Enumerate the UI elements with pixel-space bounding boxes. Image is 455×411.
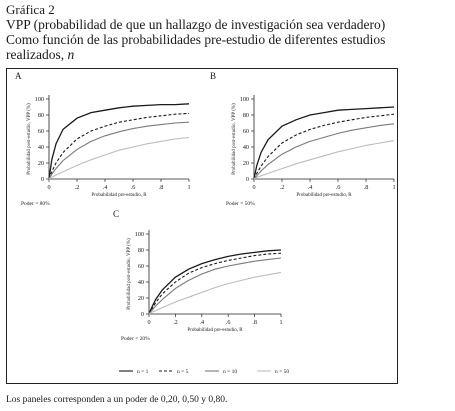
x-axis-label: Probabilidad pre-estudio, R	[187, 328, 243, 333]
x-tick-label: 1	[392, 184, 396, 191]
x-tick-label: .6	[225, 319, 231, 326]
panel-a	[15, 71, 191, 207]
y-tick-label: 60	[137, 263, 144, 271]
power-label: Poder = 20%	[121, 336, 150, 342]
x-tick-label: .4	[102, 184, 108, 191]
x-tick-label: 0	[252, 184, 256, 191]
x-tick-label: 0	[147, 319, 151, 326]
figure-frame	[6, 68, 398, 384]
figure-title-variable: n	[67, 47, 75, 62]
series-line-3	[149, 258, 281, 314]
figure-title-line-2: Como función de las probabilidades pre-estudio de diferentes estudios	[6, 32, 386, 47]
panel-b	[210, 71, 396, 207]
x-tick-label: .8	[158, 184, 164, 191]
y-tick-label: 20	[37, 160, 44, 168]
x-tick-label: .2	[279, 184, 285, 191]
x-tick-label: 1	[187, 184, 191, 191]
x-tick-label: .4	[199, 319, 205, 326]
y-tick-label: 40	[242, 144, 249, 152]
panel-letter: A	[15, 71, 22, 81]
x-tick-label: .4	[307, 184, 313, 191]
y-tick-label: 80	[242, 112, 249, 120]
series-line-2	[254, 114, 394, 179]
figure-title	[6, 17, 451, 62]
x-tick-label: .2	[173, 319, 178, 326]
figure-caption	[6, 2, 451, 62]
series-line-4	[149, 272, 281, 314]
y-axis-label: Probabilidad post-estudio, VPP (%)	[232, 103, 237, 175]
panel-letter: C	[113, 209, 120, 219]
x-tick-label: .8	[363, 184, 369, 191]
power-label: Poder = 80%	[21, 201, 50, 207]
legend-label: n = 10	[223, 369, 238, 375]
y-tick-label: 40	[137, 279, 144, 287]
legend-label: n = 50	[275, 369, 290, 375]
series-line-1	[254, 107, 394, 179]
y-tick-label: 0	[245, 176, 249, 184]
y-tick-label: 20	[242, 160, 249, 168]
panel-c	[113, 209, 283, 342]
figure-title-line-3	[6, 47, 451, 62]
figure-title-line-1: VPP (probabilidad de que un hallazgo de investigación sea verdadero)	[6, 17, 386, 32]
x-axis-label: Probabilidad pre-estudio, R	[296, 193, 352, 198]
figure-footnote: Los paneles corresponden a un poder de 0,20, 0,50 y 0,80.	[6, 395, 228, 405]
y-tick-label: 0	[140, 311, 144, 319]
y-tick-label: 40	[37, 144, 44, 152]
y-tick-label: 0	[40, 176, 44, 184]
panel-letter: B	[210, 71, 217, 81]
y-tick-label: 100	[134, 231, 144, 239]
y-tick-label: 80	[37, 112, 44, 120]
x-tick-label: 0	[47, 184, 51, 191]
y-tick-label: 80	[137, 247, 144, 255]
x-tick-label: .8	[252, 319, 257, 326]
y-tick-label: 20	[137, 295, 144, 303]
series-line-4	[49, 137, 189, 179]
x-tick-label: .6	[130, 184, 136, 191]
x-tick-label: .6	[335, 184, 341, 191]
figure-label: Gráfica 2	[6, 2, 55, 17]
y-tick-label: 60	[242, 128, 249, 136]
y-tick-label: 60	[37, 128, 44, 136]
y-axis-label: Probabilidad post-estudio, VPP (%)	[27, 103, 32, 175]
y-tick-label: 100	[34, 96, 44, 104]
x-tick-label: .2	[74, 184, 80, 191]
legend	[119, 369, 289, 375]
x-tick-label: 1	[279, 319, 283, 326]
legend-label: n = 1	[137, 369, 149, 375]
figure-title-line-3-text: realizados,	[6, 47, 68, 62]
figure-panels	[7, 69, 399, 385]
x-axis-label: Probabilidad pre-estudio, R	[91, 193, 147, 198]
power-label: Poder = 50%	[226, 201, 255, 207]
legend-label: n = 5	[177, 369, 189, 375]
y-tick-label: 100	[239, 96, 249, 104]
series-line-1	[49, 104, 189, 179]
y-axis-label: Probabilidad post-estudio, VPP (%)	[127, 238, 132, 310]
